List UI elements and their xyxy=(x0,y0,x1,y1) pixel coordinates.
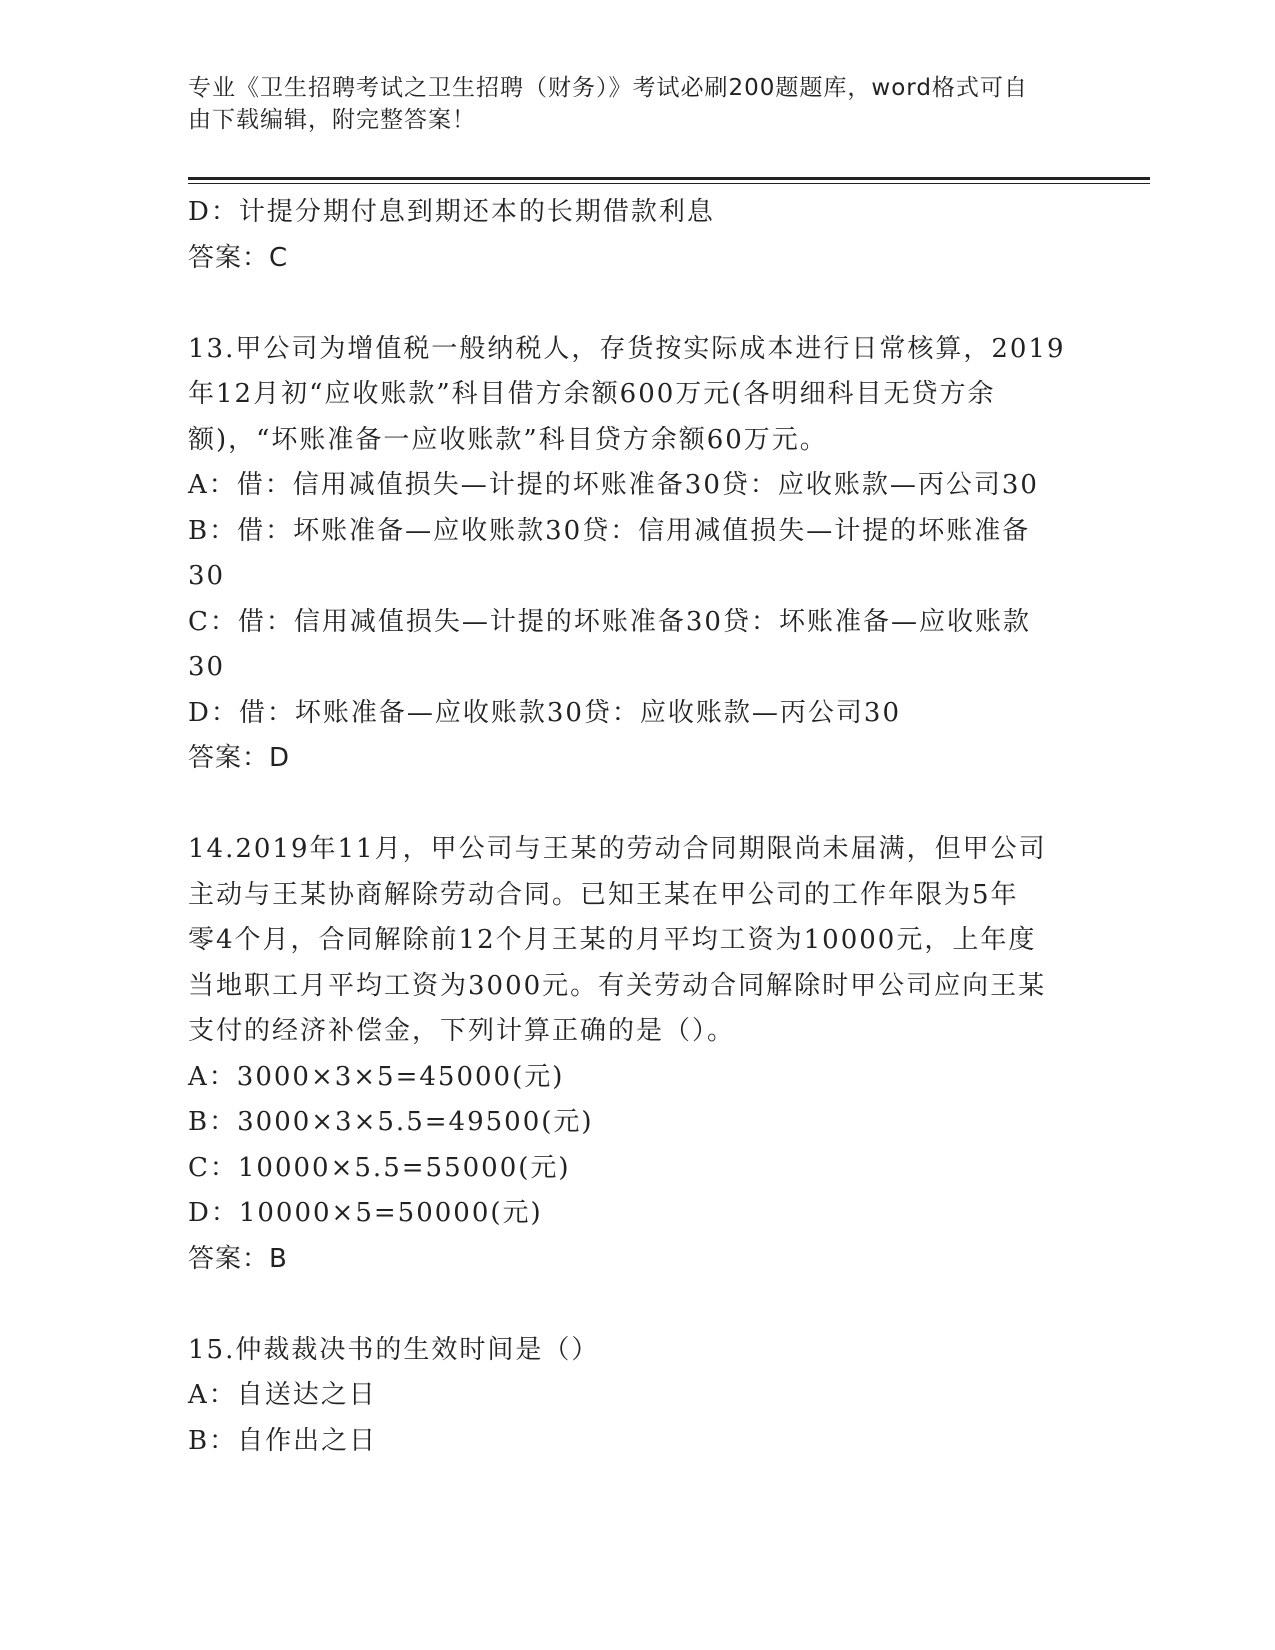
answer-line: 答案：C xyxy=(188,242,289,273)
header-line-2: 由下载编辑，附完整答案！ xyxy=(188,107,476,133)
option-b: B：自作出之日 xyxy=(188,1425,378,1456)
document-header xyxy=(188,72,1068,136)
option-d: D：10000×5=50000(元) xyxy=(188,1198,543,1228)
spacer xyxy=(188,782,1088,828)
option-b-continued: 30 xyxy=(188,561,226,591)
question-stem-line: 主动与王某协商解除劳动合同。已知王某在甲公司的工作年限为5年 xyxy=(188,879,1019,910)
header-line-1: 专业《卫生招聘考试之卫生招聘（财务）》考试必刷200题题库，word格式可自 xyxy=(188,75,1028,101)
answer-line: 答案：D xyxy=(188,743,291,773)
question-stem-line: 额)，“坏账准备一应收账款”科目贷方余额60万元。 xyxy=(188,424,828,455)
question-stem-line: 当地职工月平均工资为3000元。有关劳动合同解除时甲公司应向王某 xyxy=(188,970,1047,1001)
option-d: D：计提分期付息到期还本的长期借款利息 xyxy=(188,197,715,227)
question-stem-line: 14.2019年11月，甲公司与王某的劳动合同期限尚未届满，但甲公司 xyxy=(188,834,1047,864)
question-13 xyxy=(188,327,1088,782)
option-a: A：借：信用减值损失—计提的坏账准备30贷：应收账款—丙公司30 xyxy=(188,470,1039,500)
question-stem-line: 支付的经济补偿金，下列计算正确的是（）。 xyxy=(188,1016,736,1046)
question-15 xyxy=(188,1328,1088,1465)
question-14 xyxy=(188,827,1088,1282)
spacer xyxy=(188,1282,1088,1328)
answer-line: 答案：B xyxy=(188,1243,288,1274)
option-a: A：自送达之日 xyxy=(188,1380,377,1410)
option-b: B：借：坏账准备—应收账款30贷：信用减值损失—计提的坏账准备 xyxy=(188,515,1031,546)
question-stem-line: 年12月初“应收账款”科目借方余额600万元(各明细科目无贷方余 xyxy=(188,379,996,409)
option-c: C：10000×5.5=55000(元) xyxy=(188,1152,571,1183)
spacer xyxy=(188,281,1088,327)
header-divider-thin xyxy=(188,183,1150,184)
option-c-continued: 30 xyxy=(188,652,226,682)
question-stem-line: 13.甲公司为增值税一般纳税人，存货按实际成本进行日常核算，2019 xyxy=(188,333,1066,364)
question-stem-line: 零4个月，合同解除前12个月王某的月平均工资为10000元，上年度 xyxy=(188,925,1037,955)
header-divider-thick xyxy=(188,177,1150,180)
previous-question-tail xyxy=(188,190,1088,281)
option-a: A：3000×3×5=45000(元) xyxy=(188,1061,565,1092)
question-stem-line: 15.仲裁裁决书的生效时间是（） xyxy=(188,1334,600,1365)
option-d: D：借：坏账准备—应收账款30贷：应收账款—丙公司30 xyxy=(188,697,902,728)
option-c: C：借：信用减值损失—计提的坏账准备30贷：坏账准备—应收账款 xyxy=(188,606,1031,637)
option-b: B：3000×3×5.5=49500(元) xyxy=(188,1107,594,1137)
document-body xyxy=(188,190,1088,1464)
